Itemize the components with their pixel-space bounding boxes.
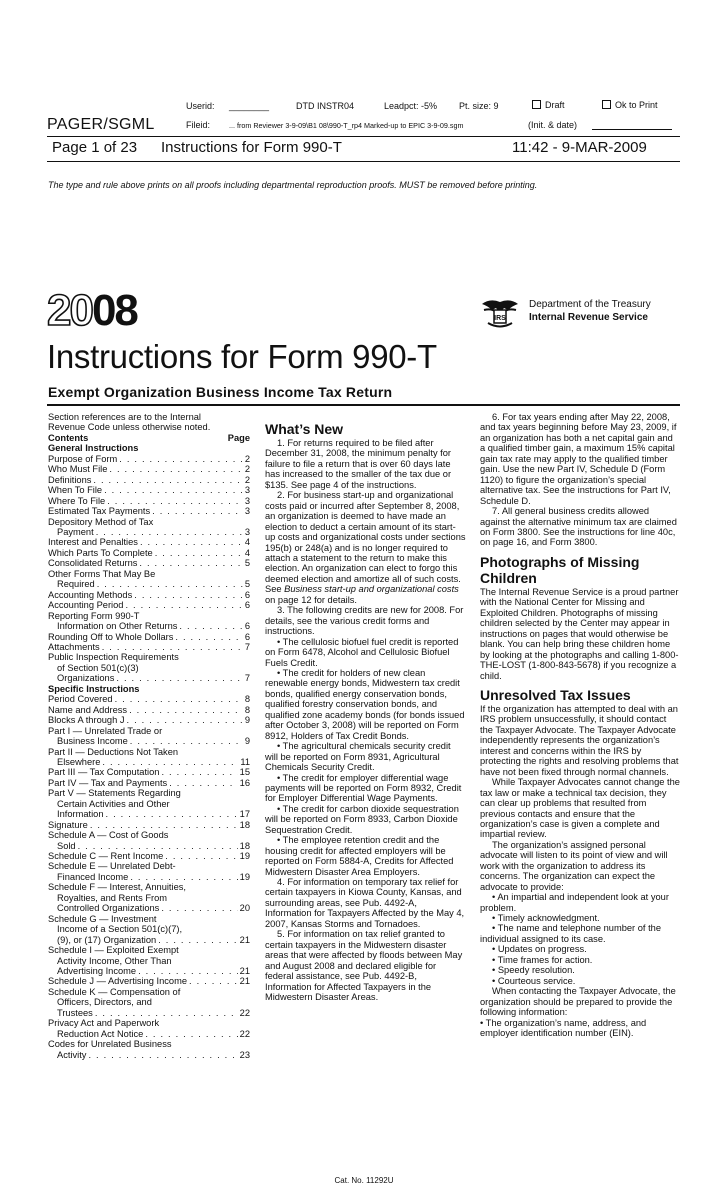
toc-entry-page: 2 <box>244 474 250 485</box>
toc-entry <box>48 903 250 913</box>
toc-entry-title: Reduction Act Notice <box>57 1028 144 1039</box>
toc-entry <box>48 600 250 610</box>
proof-notice: The type and rule above prints on all proofs including departmental reproduction proofs. MUST be removed before printing. <box>48 180 538 190</box>
toc-leader-dots <box>158 935 237 945</box>
toc-entry <box>48 611 250 621</box>
toc-entry <box>48 736 250 746</box>
item-2-text-b: on page 12 for details. <box>265 594 358 605</box>
toc-entry-title: Privacy Act and Paperwork <box>48 1018 160 1029</box>
bullet-text: An impartial and independent look at your problem. <box>480 892 669 913</box>
toc-entry-page: 20 <box>239 903 250 914</box>
toc-entry <box>48 757 250 767</box>
bullet-icon: • <box>492 892 498 903</box>
advocate-bullet-list <box>480 892 680 986</box>
bullet-icon: • <box>277 741 283 752</box>
toc-leader-dots <box>109 464 242 474</box>
toc-entry-title: Part I — Unrelated Trade or <box>48 725 163 736</box>
toc-entry <box>48 872 250 882</box>
toc-entry <box>48 841 250 851</box>
bullet-item <box>265 741 466 772</box>
toc-entry <box>48 621 250 631</box>
credit-bullet-list <box>265 637 466 877</box>
bullet-text: Speedy resolution. <box>497 965 575 976</box>
toc-entry <box>48 548 250 558</box>
toc-entry-page: 23 <box>239 1049 250 1060</box>
toc-entry-page: 18 <box>239 819 250 830</box>
toc-leader-dots <box>138 966 238 976</box>
toc-specific-list <box>48 694 250 1060</box>
toc-entry <box>48 976 250 986</box>
toc-leader-dots <box>152 506 243 516</box>
toc-entry <box>48 464 250 474</box>
toc-entry-page: 15 <box>239 767 250 778</box>
contents-header <box>48 433 250 443</box>
bullet-icon: • <box>277 667 283 678</box>
toc-leader-dots <box>169 778 237 788</box>
intro-line-2: Revenue Code unless otherwise noted. <box>48 422 211 433</box>
toc-entry <box>48 652 250 662</box>
ptsize-label: Pt. size: 9 <box>459 101 499 111</box>
toc-entry <box>48 1039 250 1049</box>
toc-entry-page: 22 <box>239 1007 250 1018</box>
toc-entry <box>48 830 250 840</box>
toc-entry-page: 4 <box>244 537 250 548</box>
toc-entry-title: Depository Method of Tax <box>48 516 154 527</box>
toc-entry-title: Where To File <box>48 495 106 506</box>
toc-entry-title: Part II — Deductions Not Taken <box>48 746 179 757</box>
toc-entry-page: 21 <box>239 966 250 977</box>
toc-leader-dots <box>78 841 238 851</box>
toc-leader-dots <box>130 872 237 882</box>
toc-entry-page: 7 <box>244 673 250 684</box>
toc-leader-dots <box>119 454 243 464</box>
draft-box[interactable] <box>532 100 541 109</box>
svg-text:IRS: IRS <box>494 315 506 322</box>
toc-entry-title: Part III — Tax Computation <box>48 767 160 778</box>
toc-entry-title: Activity Income, Other Than <box>57 955 172 966</box>
toc-entry <box>48 715 250 725</box>
toc-entry-page: 3 <box>244 495 250 506</box>
toc-entry <box>48 945 250 955</box>
toc-entry-page: 19 <box>239 851 250 862</box>
toc-entry <box>48 799 250 809</box>
toc-entry <box>48 506 250 516</box>
ok-to-print-label: Ok to Print <box>615 100 658 110</box>
toc-entry-page: 6 <box>244 631 250 642</box>
tax-advocate-text-3: The organization’s assigned personal advocate will listen to its point of view and will work with the organization to address its concerns. The organization can expect the advocate to provide: <box>480 839 668 892</box>
item-2-text-a: 2. For business start-up and organizational costs paid or incurred after September 8, 2008, an organization is deemed to have made an election to deduct a certain amount of its start-up costs and organizational costs under sections 195(b) or 248(a) and is no longer required to attach a statement to the return to make this election. An organization can elect to forgo this deemed election and amortize all of such costs. See <box>265 490 466 595</box>
bullet-text: Courteous service. <box>497 975 576 986</box>
title-rule <box>47 404 680 406</box>
toc-entry-page: 6 <box>244 589 250 600</box>
toc-entry-page: 19 <box>239 871 250 882</box>
pager-sgml-label: PAGER/SGML <box>47 116 155 133</box>
toc-entry-page: 6 <box>244 621 250 632</box>
toc-entry <box>48 767 250 777</box>
proof-timestamp: 11:42 - 9-MAR-2009 <box>512 139 647 156</box>
missing-children-text: The Internal Revenue Service is a proud partner with the National Center for Missing and Exploited Children. Photographs of missing children selected by the Center may appear in instructions on pages that would otherwise be blank. You can help bring these children home by looking at the photographs and calling 1-800-THE-LOST (1-800-843-5678) if you recognize a child. <box>480 586 679 681</box>
toc-entry <box>48 935 250 945</box>
bullet-icon: • <box>480 1017 486 1028</box>
bullet-text: Updates on progress. <box>497 944 587 955</box>
toc-leader-dots <box>107 496 243 506</box>
whats-new-item-7: 7. All general business credits allowed against the alternative minimum tax are claimed on Form 3800. See the instructions for line 40c, on page 16, and Form 3800. <box>480 506 677 548</box>
whats-new-item-3: 3. The following credits are new for 2008. For details, see the various credit forms and instructions. <box>265 605 464 637</box>
toc-entry <box>48 809 250 819</box>
bullet-icon: • <box>492 965 498 976</box>
toc-entry-title: Accounting Methods <box>48 589 133 600</box>
whats-new-item-1: 1. For returns required to be filed after December 31, 2008, the minimum penalty for failure to file a return that is over 60 days late has increased to the smaller of the tax due or $135. See page 4 of the instructions. <box>265 438 452 490</box>
bullet-item <box>480 913 680 923</box>
toc-entry <box>48 694 250 704</box>
toc-entry-page: 18 <box>239 840 250 851</box>
whats-new-item-5: 5. For information on tax relief granted to certain taxpayers in the Midwestern disaster areas that were affected by floods between May and August 2008 and declared eligible for federal assistance, see Pub. 4492-B, Information for Affected Taxpayers in the Midwestern Disaster Areas. <box>265 929 463 1003</box>
irs-eagle-logo <box>480 296 520 330</box>
page-subtitle: Exempt Organization Business Income Tax Return <box>48 384 393 400</box>
tax-advocate-text-1: If the organization has attempted to deal with an IRS problem unsuccessfully, it should contact the Taxpayer Advocate. The Taxpayer Advocate independently represents the organization’s interest and concerns within the IRS by protecting the rights and resolving problems that have not been fixed through normal channels. <box>480 703 679 777</box>
toc-entry-title: Codes for Unrelated Business <box>48 1039 172 1050</box>
toc-entry-title: Public Inspection Requirements <box>48 652 179 663</box>
bullet-text: The agricultural chemicals security credit will be reported on Form 8931, Agricultural Chemicals Security Credit. <box>265 741 451 773</box>
toc-entry <box>48 1029 250 1039</box>
init-date-line <box>592 129 672 130</box>
page-count: Page 1 of 23 <box>52 139 138 156</box>
last-bullet-text: The organization’s name, address, and employer identification number (EIN). <box>480 1017 647 1039</box>
toc-leader-dots <box>175 632 242 642</box>
toc-entry <box>48 579 250 589</box>
toc-entry <box>48 496 250 506</box>
toc-entry <box>48 632 250 642</box>
toc-entry-title: Advertising Income <box>57 966 137 977</box>
toc-leader-dots <box>93 475 242 485</box>
toc-entry-title: Part V — Statements Regarding <box>48 788 181 799</box>
toc-entry-title: Activity <box>57 1049 87 1060</box>
toc-entry-title: Period Covered <box>48 694 113 705</box>
toc-entry-title: Trustees <box>57 1007 93 1018</box>
fileid-label: Fileid: <box>186 120 211 130</box>
toc-entry <box>48 966 250 976</box>
bullet-text: The employee retention credit and the housing credit for affected employers will be reported on Form 5884-A, Credits for Affected Midwestern Disaster Area Employers. <box>265 835 454 877</box>
toc-leader-dots <box>96 527 243 537</box>
toc-entry-title: Reporting Form 990-T <box>48 610 140 621</box>
toc-entry <box>48 851 250 861</box>
toc-entry-page: 11 <box>240 756 250 767</box>
toc-leader-dots <box>129 705 243 715</box>
toc-entry <box>48 485 250 495</box>
toc-entry-page: 22 <box>239 1028 250 1039</box>
toc-leader-dots <box>90 820 238 830</box>
toc-entry-title: When To File <box>48 485 103 496</box>
bullet-icon: • <box>277 803 283 814</box>
toc-entry <box>48 924 250 934</box>
toc-entry-title: Sold <box>57 840 76 851</box>
toc-entry-title: Business Income <box>57 736 128 747</box>
toc-leader-dots <box>106 809 238 819</box>
toc-entry <box>48 537 250 547</box>
userid-label: Userid: <box>186 101 215 111</box>
toc-entry-title: Which Parts To Complete <box>48 547 153 558</box>
bullet-icon: • <box>492 913 498 924</box>
toc-entry <box>48 569 250 579</box>
toc-entry <box>48 673 250 683</box>
bullet-text: Time frames for action. <box>497 954 593 965</box>
whats-new-item-2 <box>265 490 466 605</box>
toc-entry-page: 8 <box>244 704 250 715</box>
toc-entry <box>48 558 250 568</box>
bullet-icon: • <box>277 772 283 783</box>
toc-leader-dots <box>97 579 243 589</box>
unresolved-tax-heading: Unresolved Tax Issues <box>480 686 631 703</box>
toc-entry-title: Financed Income <box>57 871 129 882</box>
toc-entry-page: 5 <box>244 558 250 569</box>
whats-new-column <box>265 412 466 1002</box>
toc-leader-dots <box>139 558 242 568</box>
year-solid: 08 <box>91 286 137 335</box>
toc-entry-title: Definitions <box>48 474 92 485</box>
toc-entry-title: Information <box>57 809 104 820</box>
toc-entry-title: Payment <box>57 526 94 537</box>
bullet-text: The name and telephone number of the individual assigned to its case. <box>480 923 661 944</box>
userid-value: ________ <box>229 101 270 111</box>
toc-leader-dots <box>88 1050 237 1060</box>
toc-entry-title: Schedule F — Interest, Annuities, <box>48 882 186 893</box>
toc-leader-dots <box>125 600 242 610</box>
toc-entry <box>48 997 250 1007</box>
toc-entry-page: 16 <box>239 777 250 788</box>
proof-rule-top <box>47 136 680 137</box>
page-title: Instructions for Form 990-T <box>47 338 437 375</box>
bullet-item <box>265 773 466 804</box>
bullet-text: The credit for carbon dioxide sequestration will be reported on Form 8933, Carbon Dioxide Sequestration Credit. <box>265 803 459 835</box>
toc-entry-title: Information on Other Returns <box>57 621 178 632</box>
toc-entry-title: Schedule G — Investment <box>48 913 157 924</box>
proof-rule-bottom <box>47 161 680 162</box>
dept-line-2: Internal Revenue Service <box>529 312 648 323</box>
whats-new-item-4: 4. For information on temporary tax relief for certain taxpayers in Kiowa County, Kansas, and surrounding areas, see Pub. 4492-A, Information for Taxpayers Affected by the May 4, 2007, Kansas Storms and Tornadoes. <box>265 877 465 929</box>
fileid-value: ... from Reviewer 3-9-09\B1 08\990-T_rp4 Marked-up to EPIC 3-9-09.sgm <box>229 121 464 130</box>
toc-entry <box>48 987 250 997</box>
toc-entry <box>48 527 250 537</box>
toc-entry <box>48 663 250 673</box>
toc-entry-title: Schedule K — Compensation of <box>48 986 181 997</box>
toc-general-list <box>48 454 250 684</box>
proof-page-title: Instructions for Form 990-T <box>161 139 342 156</box>
whats-new-item-6: 6. For tax years ending after May 22, 2008, and tax years beginning before May 23, 2009, if an organization has both a net capital gain and a qualified timber gain, a maximum 15% capital gain tax rate may apply to the qualified timber gain. Use the new Part IV, Schedule D (Form 1120) to figure the organization’s special alternative tax. See the instructions for Part IV, Schedule D. <box>480 412 677 506</box>
toc-entry-page: 2 <box>244 464 250 475</box>
toc-entry-title: Organizations <box>57 673 115 684</box>
toc-leader-dots <box>155 548 243 558</box>
toc-entry <box>48 747 250 757</box>
toc-entry-title: Interest and Penalties <box>48 537 138 548</box>
toc-entry-title: Schedule C — Rent Income <box>48 851 164 862</box>
toc-entry-page: 5 <box>244 579 250 590</box>
dtd-label: DTD INSTR04 <box>296 101 355 111</box>
bullet-icon: • <box>492 975 498 986</box>
toc-entry-page: 6 <box>244 600 250 611</box>
toc-leader-dots <box>102 757 238 767</box>
toc-leader-dots <box>161 903 237 913</box>
toc-entry <box>48 893 250 903</box>
toc-entry-title: Name and Address <box>48 704 128 715</box>
year-outline: 20 <box>47 286 92 335</box>
toc-entry-title: Who Must File <box>48 464 108 475</box>
toc-leader-dots <box>116 673 242 683</box>
bullet-item <box>480 944 680 954</box>
toc-entry-title: Schedule E — Unrelated Debt- <box>48 861 176 872</box>
toc-entry <box>48 475 250 485</box>
toc-entry <box>48 1018 250 1028</box>
toc-entry-title: Blocks A through J <box>48 715 125 726</box>
toc-entry-title: Accounting Period <box>48 600 124 611</box>
contents-column <box>48 412 250 1060</box>
toc-leader-dots <box>115 694 243 704</box>
toc-entry-title: Part IV — Tax and Payments <box>48 777 168 788</box>
toc-leader-dots <box>179 621 242 631</box>
toc-entry-page: 8 <box>244 694 250 705</box>
toc-entry-title: (9), or (17) Organization <box>57 934 157 945</box>
bullet-item <box>265 668 466 741</box>
toc-leader-dots <box>165 851 237 861</box>
toc-entry-page: 2 <box>244 453 250 464</box>
toc-entry-title: Estimated Tax Payments <box>48 506 151 517</box>
bullet-item <box>265 637 466 668</box>
toc-entry-page: 3 <box>244 506 250 517</box>
toc-entry <box>48 882 250 892</box>
ok-to-print-box[interactable] <box>602 100 611 109</box>
toc-entry <box>48 914 250 924</box>
toc-entry-title: Controlled Organizations <box>57 903 160 914</box>
toc-entry <box>48 820 250 830</box>
toc-entry <box>48 642 250 652</box>
specific-instructions-heading: Specific Instructions <box>48 683 140 694</box>
bullet-icon: • <box>277 835 283 846</box>
contents-page-label: Page <box>227 432 250 443</box>
bullet-item <box>480 892 680 913</box>
toc-leader-dots <box>95 1008 238 1018</box>
whats-new-heading: What’s New <box>265 421 344 437</box>
right-column <box>480 412 680 1038</box>
toc-entry-page: 9 <box>244 736 250 747</box>
bullet-item <box>265 804 466 835</box>
toc-entry <box>48 861 250 871</box>
toc-leader-dots <box>104 485 243 495</box>
bullet-text: The credit for employer differential wage payments will be reported on Form 8932, Credit for Employer Differential Wage Payments. <box>265 772 462 804</box>
toc-entry <box>48 590 250 600</box>
tax-advocate-text-2: While Taxpayer Advocates cannot change the tax law or make a technical tax decision, they can clear up problems that resulted from previous contacts and ensure that the organization’s case is given a complete and impartial review. <box>480 777 680 840</box>
intro-line-1: Section references are to the Internal <box>48 412 201 422</box>
toc-entry <box>48 1050 250 1060</box>
toc-entry-title: Certain Activities and Other <box>57 798 170 809</box>
dept-line-1: Department of the Treasury <box>529 299 651 310</box>
leadpct-label: Leadpct: -5% <box>384 101 438 111</box>
ok-to-print-checkbox[interactable] <box>602 100 658 110</box>
toc-leader-dots <box>102 642 243 652</box>
toc-entry <box>48 726 250 736</box>
toc-entry-page: 4 <box>244 547 250 558</box>
init-date-label: (Init. & date) <box>528 120 578 130</box>
toc-entry <box>48 705 250 715</box>
toc-entry-title: Schedule J — Advertising Income <box>48 976 188 987</box>
toc-entry <box>48 956 250 966</box>
toc-entry-title: Rounding Off to Whole Dollars <box>48 631 174 642</box>
toc-entry-title: Purpose of Form <box>48 453 118 464</box>
toc-entry-title: Other Forms That May Be <box>48 568 156 579</box>
bullet-icon: • <box>492 944 498 955</box>
toc-entry-title: Consolidated Returns <box>48 558 138 569</box>
toc-entry-page: 3 <box>244 526 250 537</box>
bullet-icon: • <box>277 636 283 647</box>
toc-entry <box>48 1008 250 1018</box>
toc-entry-title: Schedule A — Cost of Goods <box>48 830 169 841</box>
toc-entry-title: Royalties, and Rents From <box>57 892 168 903</box>
general-instructions-heading: General Instructions <box>48 443 139 454</box>
toc-leader-dots <box>130 736 243 746</box>
bullet-text: Timely acknowledgment. <box>497 913 600 924</box>
bullet-text: The cellulosic biofuel fuel credit is reported on Form 6478, Alcohol and Cellulosic Biofuel Fuels Credit. <box>265 636 459 668</box>
toc-entry-title: Attachments <box>48 641 100 652</box>
bullet-item <box>480 955 680 965</box>
bullet-item <box>480 976 680 986</box>
bullet-item <box>265 835 466 877</box>
toc-entry-page: 17 <box>239 809 250 820</box>
toc-leader-dots <box>140 537 243 547</box>
toc-entry-page: 9 <box>244 715 250 726</box>
item-2-italic: Business start-up and organizational costs <box>284 584 459 595</box>
toc-leader-dots <box>127 715 243 725</box>
toc-entry-title: Income of a Section 501(c)(7), <box>57 924 183 935</box>
toc-leader-dots <box>189 976 238 986</box>
toc-entry-page: 21 <box>239 976 250 987</box>
last-bullet <box>480 1018 680 1039</box>
missing-children-heading: Photographs of Missing Children <box>480 553 640 586</box>
toc-leader-dots <box>145 1029 237 1039</box>
contents-heading: Contents <box>48 432 89 443</box>
toc-entry-title: of Section 501(c)(3) <box>57 662 139 673</box>
draft-checkbox[interactable] <box>532 100 565 110</box>
toc-entry-title: Schedule I — Exploited Exempt <box>48 945 179 956</box>
bullet-text: The credit for holders of new clean renewable energy bonds, Midwestern tax credit bonds, qualified energy conservation bonds, qualified forestry conservation bonds, and qualified zone academy bonds (for bonds issued after October 3, 2008) will be reported on Form 8912, Holders of Tax Credit Bonds. <box>265 667 465 741</box>
toc-entry-title: Officers, Directors, and <box>57 997 152 1008</box>
toc-entry-page: 7 <box>244 641 250 652</box>
toc-entry <box>48 788 250 798</box>
bullet-item <box>480 923 680 944</box>
toc-entry-title: Elsewhere <box>57 756 101 767</box>
toc-leader-dots <box>134 590 243 600</box>
bullet-item <box>480 965 680 975</box>
form-year <box>47 288 137 334</box>
department-name <box>529 298 651 324</box>
tax-advocate-text-4: When contacting the Taxpayer Advocate, the organization should be prepared to provide the following information: <box>480 986 676 1018</box>
toc-leader-dots <box>161 767 237 777</box>
toc-entry-title: Required <box>57 579 95 590</box>
toc-entry <box>48 517 250 527</box>
toc-entry-title: Signature <box>48 819 88 830</box>
bullet-icon: • <box>492 954 498 965</box>
draft-label: Draft <box>545 100 565 110</box>
toc-entry-page: 21 <box>239 934 250 945</box>
toc-entry <box>48 454 250 464</box>
toc-entry <box>48 778 250 788</box>
bullet-icon: • <box>492 923 498 934</box>
toc-entry-page: 3 <box>244 485 250 496</box>
catalog-number: Cat. No. 11292U <box>334 1176 394 1185</box>
